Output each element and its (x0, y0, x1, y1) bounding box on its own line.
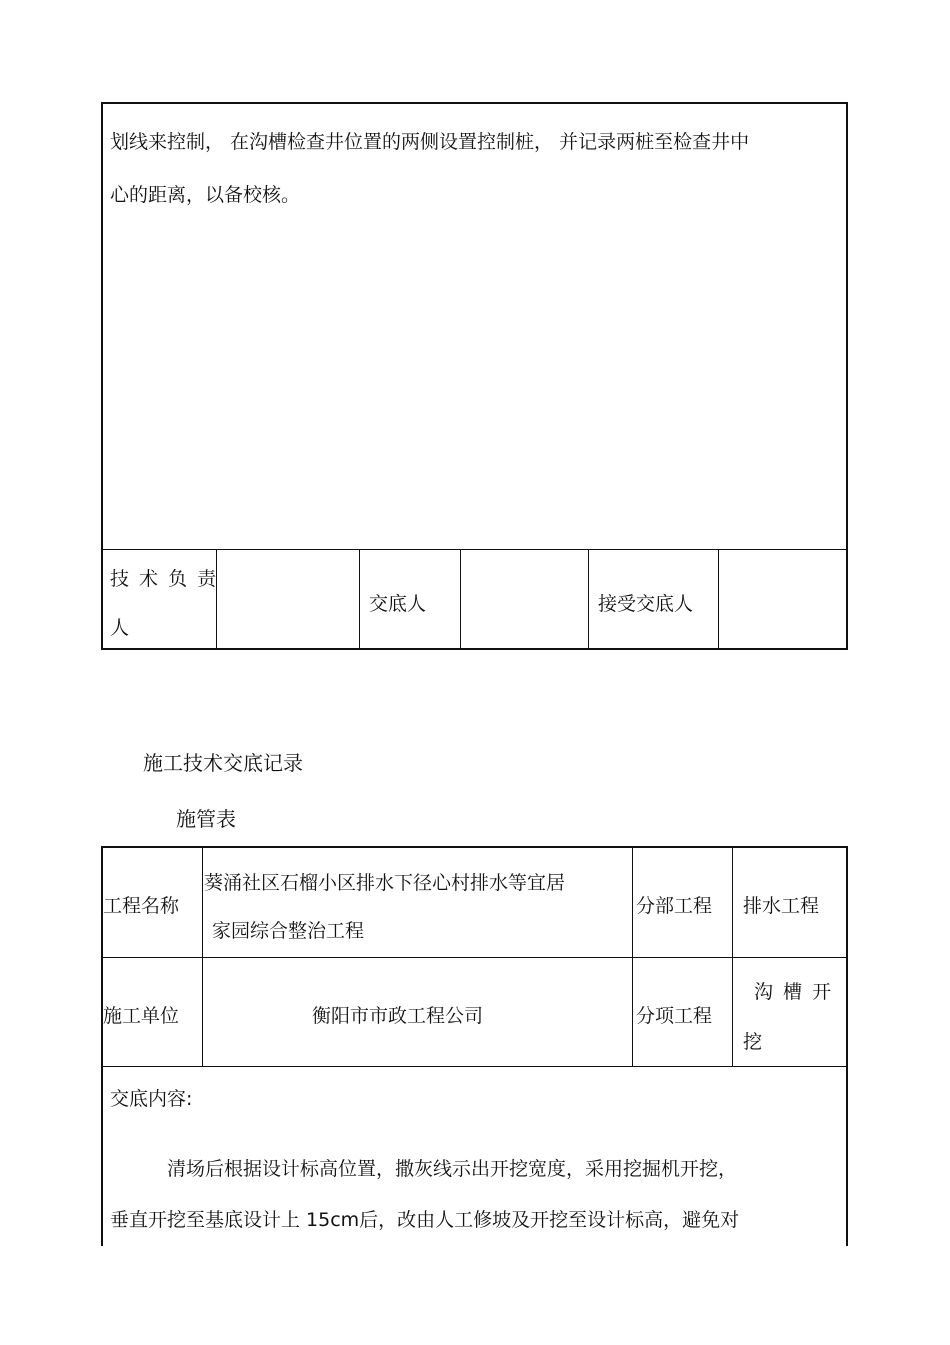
signature-row (103, 549, 846, 649)
tech-lead-label-cont: 人 (110, 617, 130, 639)
briefing-record-table (101, 846, 848, 1246)
divider (588, 550, 589, 649)
content-line-2: 垂直开挖至基底设计上 15cm后，改由人工修坡及开挖至设计标高，避免对 (110, 1209, 740, 1231)
project-name-value-line-2: 家园综合整治工程 (212, 920, 365, 942)
subitem-value-line-1: 沟 槽 开 (754, 981, 834, 1003)
continued-text-line-2: 心的距离，以备校核。 (110, 184, 301, 206)
division-value: 排水工程 (743, 895, 820, 917)
project-name-value-line-1: 葵涌社区石榴小区排水下径心村排水等宜居 (204, 872, 566, 894)
continuation-table (101, 102, 848, 650)
content-line-1: 清场后根据设计标高位置，撒灰线示出开挖宽度，采用挖掘机开挖， (167, 1158, 738, 1180)
subitem-label: 分项工程 (636, 1005, 713, 1027)
construction-unit-label: 施工单位 (103, 1005, 180, 1027)
division-label: 分部工程 (636, 895, 713, 917)
briefer-signature-cell (461, 550, 588, 649)
content-label: 交底内容: (110, 1088, 193, 1110)
continued-text (110, 116, 842, 222)
tech-lead-label: 技 术 负 责 (110, 568, 219, 590)
row-divider (103, 957, 846, 958)
col-divider (632, 848, 633, 1066)
project-name-label: 工程名称 (103, 895, 180, 917)
continued-text-line-1: 划线来控制， 在沟槽检查井位置的两侧设置控制桩， 并记录两桩至检查井中 (110, 131, 750, 153)
briefer-label: 交底人 (369, 593, 427, 615)
subitem-value-line-2: 挖 (743, 1031, 763, 1053)
row-divider (103, 1066, 846, 1067)
form-code: 施管表 (176, 807, 236, 831)
record-title: 施工技术交底记录 (143, 751, 303, 775)
col-divider (202, 848, 203, 1066)
divider (359, 550, 360, 649)
receiver-label: 接受交底人 (598, 593, 694, 615)
construction-unit-value: 衡阳市市政工程公司 (312, 1005, 484, 1027)
receiver-signature-cell (719, 550, 846, 649)
col-divider (732, 848, 733, 1066)
tech-lead-signature-cell (217, 550, 359, 649)
